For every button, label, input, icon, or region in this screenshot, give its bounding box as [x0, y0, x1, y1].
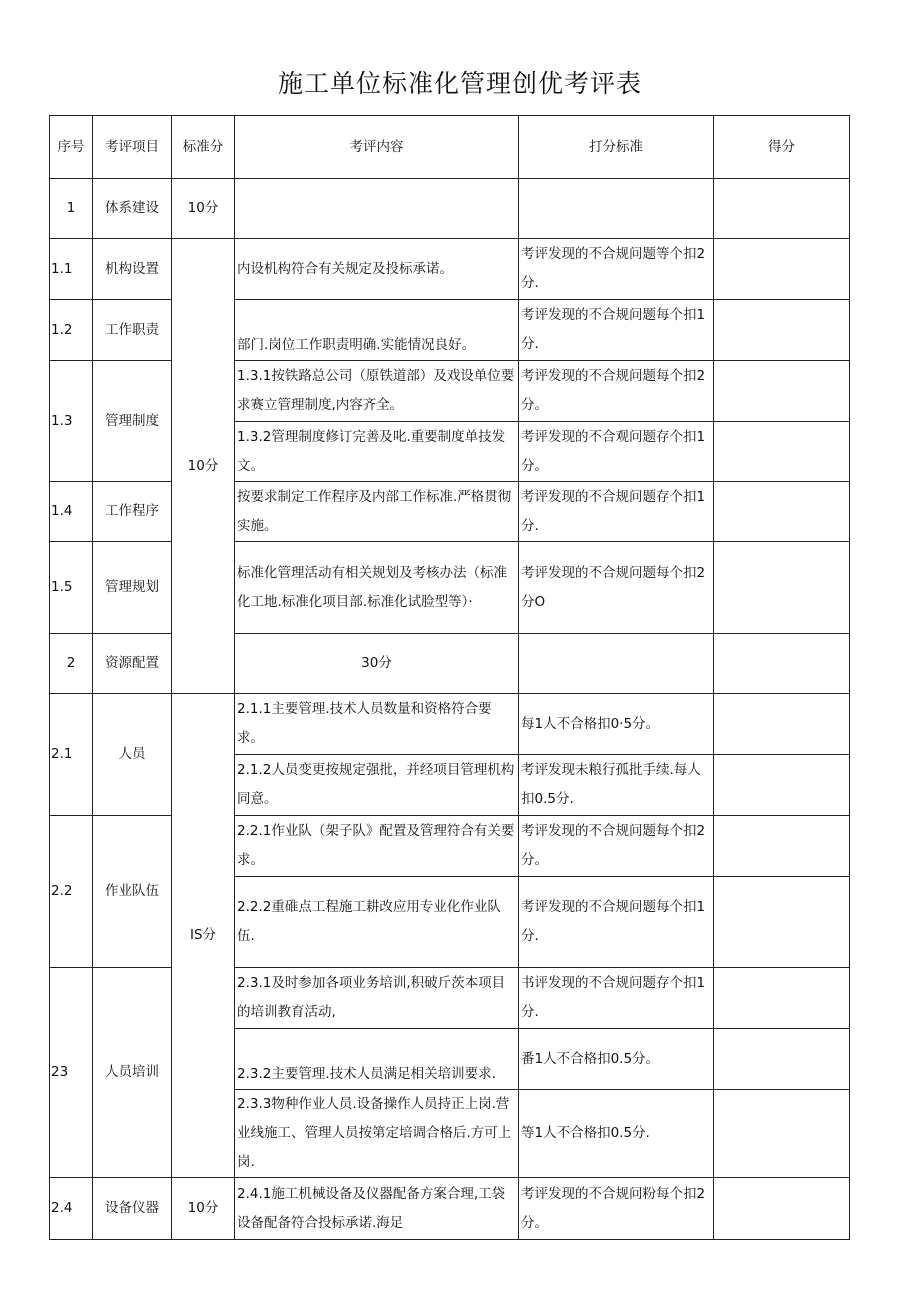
row-criteria: 考评发现的不合规问题等个扣2分. [519, 239, 714, 300]
row-item: 工作程序 [93, 482, 172, 542]
row-content: 按要求制定工作程序及内部工作标准.严格贯彻实施。 [235, 482, 519, 542]
row-content: 2.1.2人员变更按规定强批，并经项目管理机构同意。 [235, 755, 519, 816]
table-row [50, 239, 850, 300]
row-no: 1.1 [50, 239, 93, 300]
row-content: 2.2.1作业队（架子队》配置及管理符合有关要求。 [235, 816, 519, 877]
header-criteria: 打分标准 [519, 116, 714, 179]
score-cell[interactable] [714, 877, 850, 968]
row-criteria: 考评发现的不合观问题存个扣1分。 [519, 422, 714, 482]
row-item: 人员培训 [93, 968, 172, 1178]
row-criteria: 番1人不合格扣0.5分。 [519, 1029, 714, 1090]
row-criteria [519, 179, 714, 239]
row-item: 体系建设 [93, 179, 172, 239]
score-cell[interactable] [714, 1178, 850, 1240]
table-row [50, 816, 850, 877]
row-item: 工作职责 [93, 300, 172, 361]
row-std: 10分 [172, 239, 235, 694]
table-row [50, 542, 850, 634]
score-cell[interactable] [714, 968, 850, 1029]
row-item: 管理规划 [93, 542, 172, 634]
row-content: 2.4.1施工机械设备及仪器配备方案合理,工袋设备配备符合投标承诺.海足 [235, 1178, 519, 1240]
row-content: 部门.岗位工作职责明确.实能情况良好。 [235, 300, 519, 361]
row-std: IS分 [172, 694, 235, 1178]
score-cell[interactable] [714, 361, 850, 422]
header-std: 标准分 [172, 116, 235, 179]
table-row [50, 361, 850, 422]
row-content: 2.1.1主要管理.技术人员数量和资格符合要求。 [235, 694, 519, 755]
row-content: 1.3.1按铁路总公司（原铁道部）及戏设单位要求赛立管理制度,内容齐全。 [235, 361, 519, 422]
row-std: 10分 [172, 179, 235, 239]
row-criteria: 等1人不合格扣0.5分. [519, 1090, 714, 1178]
row-no: 1.5 [50, 542, 93, 634]
row-content: 内设机构符合有关规定及投标承诺。 [235, 239, 519, 300]
row-no: 2.4 [50, 1178, 93, 1240]
table-header-row [50, 116, 850, 179]
score-cell[interactable] [714, 300, 850, 361]
row-criteria: 考评发现的不合规问题每个扣2分。 [519, 816, 714, 877]
table-row [50, 1178, 850, 1240]
score-cell[interactable] [714, 755, 850, 816]
row-content [235, 179, 519, 239]
row-content [519, 634, 714, 694]
table-row [50, 694, 850, 755]
table-row [50, 300, 850, 361]
score-cell[interactable] [714, 816, 850, 877]
score-cell[interactable] [714, 542, 850, 634]
score-cell[interactable] [714, 694, 850, 755]
row-criteria: 考评发现的不合规问粉每个扣2分。 [519, 1178, 714, 1240]
table-row [50, 634, 850, 694]
row-content: 标准化管理活动有相关规划及考核办法（标准化工地.标准化项目部.标准化试脸型等）· [235, 542, 519, 634]
row-content: 2.2.2重碓点工程施工耕改应用专业化作业队伍. [235, 877, 519, 968]
row-content: 2.3.2主要管理.技术人员满足相关培训要求. [235, 1029, 519, 1090]
row-std: 10分 [172, 1178, 235, 1240]
header-item: 考评项目 [93, 116, 172, 179]
score-cell[interactable] [714, 179, 850, 239]
page-title: 施工单位标准化管理创优考评表 [277, 69, 642, 98]
evaluation-table [49, 115, 850, 1240]
row-no: 23 [50, 968, 93, 1178]
row-content: 2.3.1及时参加各项业务培训,积破斤茨本项目的培训教育活动, [235, 968, 519, 1029]
row-item: 设备仪器 [93, 1178, 172, 1240]
row-item: 作业队伍 [93, 816, 172, 968]
score-cell[interactable] [714, 239, 850, 300]
score-cell[interactable] [714, 1090, 850, 1178]
row-std: 30分 [235, 634, 519, 694]
row-no: 1.3 [50, 361, 93, 482]
table-row [50, 179, 850, 239]
row-no: 2.2 [50, 816, 93, 968]
row-content: 1.3.2管理制度修订完善及叱.重要制度单技发文。 [235, 422, 519, 482]
row-criteria: 考评发现的不合规问题存个扣1分. [519, 482, 714, 542]
row-criteria: 考评发现的不合规问题每个扣2分。 [519, 361, 714, 422]
row-item: 管理制度 [93, 361, 172, 482]
row-criteria: 考评发现的不合规问题每个扣1分. [519, 877, 714, 968]
row-no: 1.2 [50, 300, 93, 361]
row-item: 资源配置 [93, 634, 172, 694]
header-content: 考评内容 [235, 116, 519, 179]
row-content: 2.3.3物种作业人员.设备操作人员持正上岗.营业线施工、管理人员按第定培调合格后.方可上岗. [235, 1090, 519, 1178]
row-criteria: 书评发现的不合规问题存个扣1分. [519, 968, 714, 1029]
row-no: 1.4 [50, 482, 93, 542]
row-item: 人员 [93, 694, 172, 816]
row-criteria: 每1人不合格扣0·5分。 [519, 694, 714, 755]
row-criteria: 考评发现的不合规问题每个扣1分. [519, 300, 714, 361]
table-row [50, 482, 850, 542]
row-no: 2 [50, 634, 93, 694]
score-cell[interactable] [714, 422, 850, 482]
row-criteria: 考评发现未粮行孤批手续.每人扣0.5分. [519, 755, 714, 816]
score-cell[interactable] [714, 1029, 850, 1090]
header-score: 得分 [714, 116, 850, 179]
row-criteria: 考评发现的不合规问题每个扣2分O [519, 542, 714, 634]
row-no: 1 [50, 179, 93, 239]
table-row [50, 968, 850, 1029]
row-no: 2.1 [50, 694, 93, 816]
score-cell[interactable] [714, 482, 850, 542]
row-item: 机构设置 [93, 239, 172, 300]
header-no: 序号 [50, 116, 93, 179]
row-criteria [714, 634, 850, 694]
